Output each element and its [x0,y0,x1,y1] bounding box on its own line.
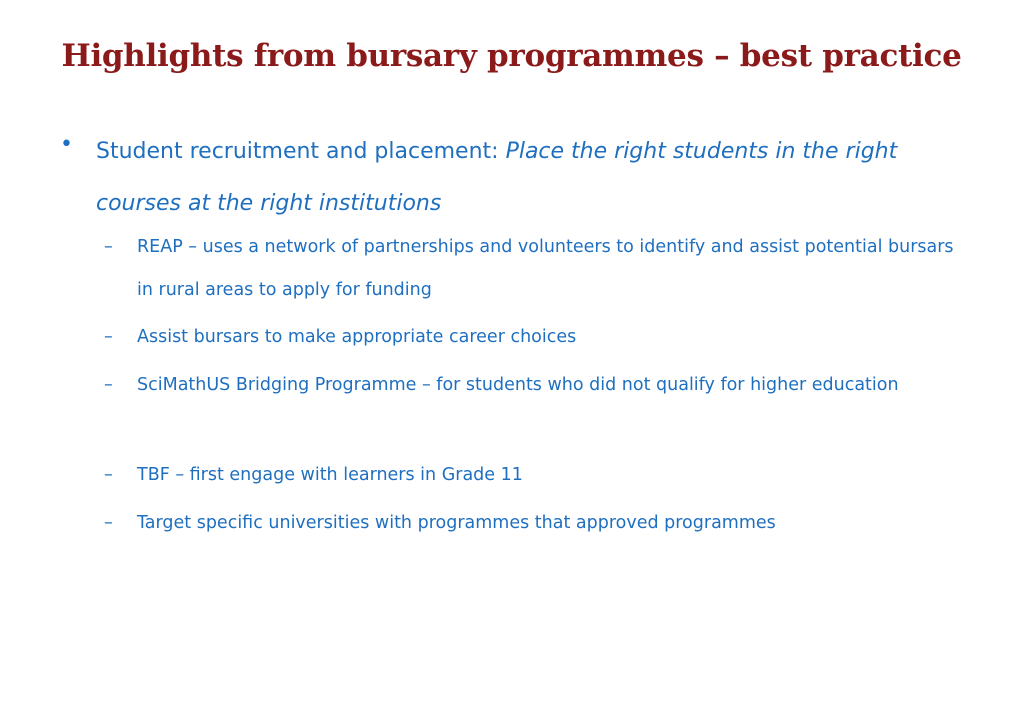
main-bullet-emphasis: Place the right students in the right courses at the right institutions [96,139,898,216]
sub-point-scimathus: SciMathUS Bridging Programme – for students who did not qualify for higher education [137,375,899,395]
dash-marker: – [104,465,113,485]
main-bullet-label: Student recruitment and placement: [96,139,506,164]
sub-point-tbf: TBF – first engage with learners in Grade 11 [137,465,523,485]
sub-point-target-universities: Target specific universities with programmes that approved programmes [137,513,776,533]
sub-point-reap: REAP – uses a network of partnerships and volunteers to identify and assist potential bursars in rural areas to apply for funding [137,237,954,300]
dash-marker: – [104,237,113,257]
slide-title: Highlights from bursary programmes – best practice [61,38,962,74]
main-bullet-point [96,126,976,230]
dash-marker: – [104,513,113,533]
bullet-marker: • [60,132,73,157]
dash-marker: – [104,327,113,347]
sub-point-career-choices: Assist bursars to make appropriate career choices [137,327,577,347]
dash-marker: – [104,375,113,395]
